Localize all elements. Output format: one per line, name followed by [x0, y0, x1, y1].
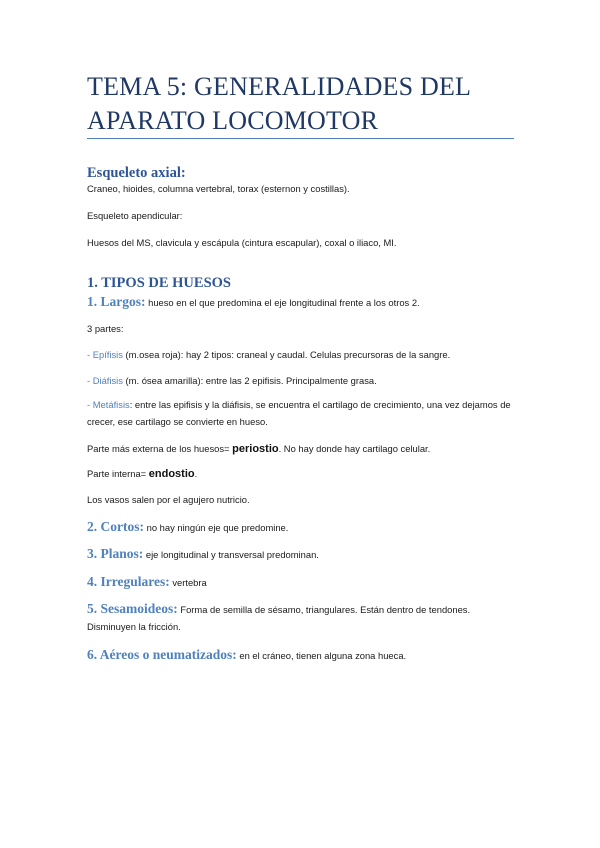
planos-text: eje longitudinal y transversal predominan. [143, 549, 319, 560]
title-underline [87, 138, 514, 139]
endostio-after: . [194, 468, 198, 479]
sesamoideos-paragraph [87, 600, 515, 635]
epifisis-item [87, 346, 517, 363]
diafisis-name: - Diáfisis [87, 375, 123, 386]
largos-title: 1. Largos: [87, 294, 146, 309]
metafisis-text: : entre las epifisis y la diáfisis, se encuentra el cartilago de crecimiento, una vez dejamos de crecer, ese cartilago se convierte en hueso. [87, 399, 511, 427]
heading-esqueleto-axial: Esqueleto axial: [87, 165, 186, 181]
sesamoideos-text: Forma de semilla de sésamo, triangulares. Están dentro de tendones. Disminuyen la fricción. [87, 604, 471, 632]
diafisis-item [87, 372, 517, 389]
irregulares-title: 4. Irregulares: [87, 574, 170, 589]
sesamoideos-title: 5. Sesamoideos: [87, 601, 178, 616]
periostio-term: periostio [232, 443, 279, 455]
aereos-text: en el cráneo, tienen alguna zona hueca. [236, 650, 407, 661]
epifisis-name: - Epífisis [87, 349, 123, 360]
cortos-text: no hay ningún eje que predomine. [144, 522, 289, 533]
endostio-term: endostio [148, 468, 195, 480]
apendicular-text: Huesos del MS, clavicula y escápula (cintura escapular), coxal o iliaco, MI. [87, 237, 397, 248]
epifisis-text: (m.osea roja): hay 2 tipos: craneal y caudal. Celulas precursoras de la sangre. [122, 349, 451, 360]
vasos-text: Los vasos salen por el agujero nutricio. [87, 494, 250, 505]
title-line-1: TEMA 5: GENERALIDADES DEL [87, 72, 472, 101]
document-page [87, 0, 517, 848]
partes-label: 3 partes: [87, 323, 124, 334]
periostio-after: . No hay donde hay cartilago celular. [278, 443, 431, 454]
irregulares-text: vertebra [169, 577, 207, 588]
aereos-paragraph [87, 646, 517, 664]
heading-tipos-de-huesos: 1. TIPOS DE HUESOS [87, 275, 231, 291]
planos-title: 3. Planos: [87, 546, 144, 561]
title-line-2: APARATO LOCOMOTOR [87, 106, 379, 135]
apendicular-label: Esqueleto apendicular: [87, 210, 183, 221]
axial-text: Craneo, hioides, columna vertebral, torax (esternon y costillas). [87, 183, 350, 194]
irregulares-paragraph [87, 573, 517, 591]
planos-paragraph [87, 545, 517, 563]
largos-paragraph [87, 293, 517, 311]
cortos-title: 2. Cortos: [87, 519, 144, 534]
metafisis-name: - Metáfisis [87, 399, 130, 410]
endostio-paragraph [87, 465, 517, 483]
page-title [87, 70, 517, 138]
periostio-before: Parte más externa de los huesos= [87, 443, 233, 454]
periostio-paragraph [87, 440, 517, 458]
largos-text: hueso en el que predomina el eje longitudinal frente a los otros 2. [145, 297, 420, 308]
cortos-paragraph [87, 518, 517, 536]
endostio-before: Parte interna= [87, 468, 149, 479]
diafisis-text: (m. ósea amarilla): entre las 2 epifisis. Principalmente grasa. [122, 375, 377, 386]
metafisis-item [87, 396, 515, 430]
aereos-title: 6. Aéreos o neumatizados: [87, 647, 237, 662]
